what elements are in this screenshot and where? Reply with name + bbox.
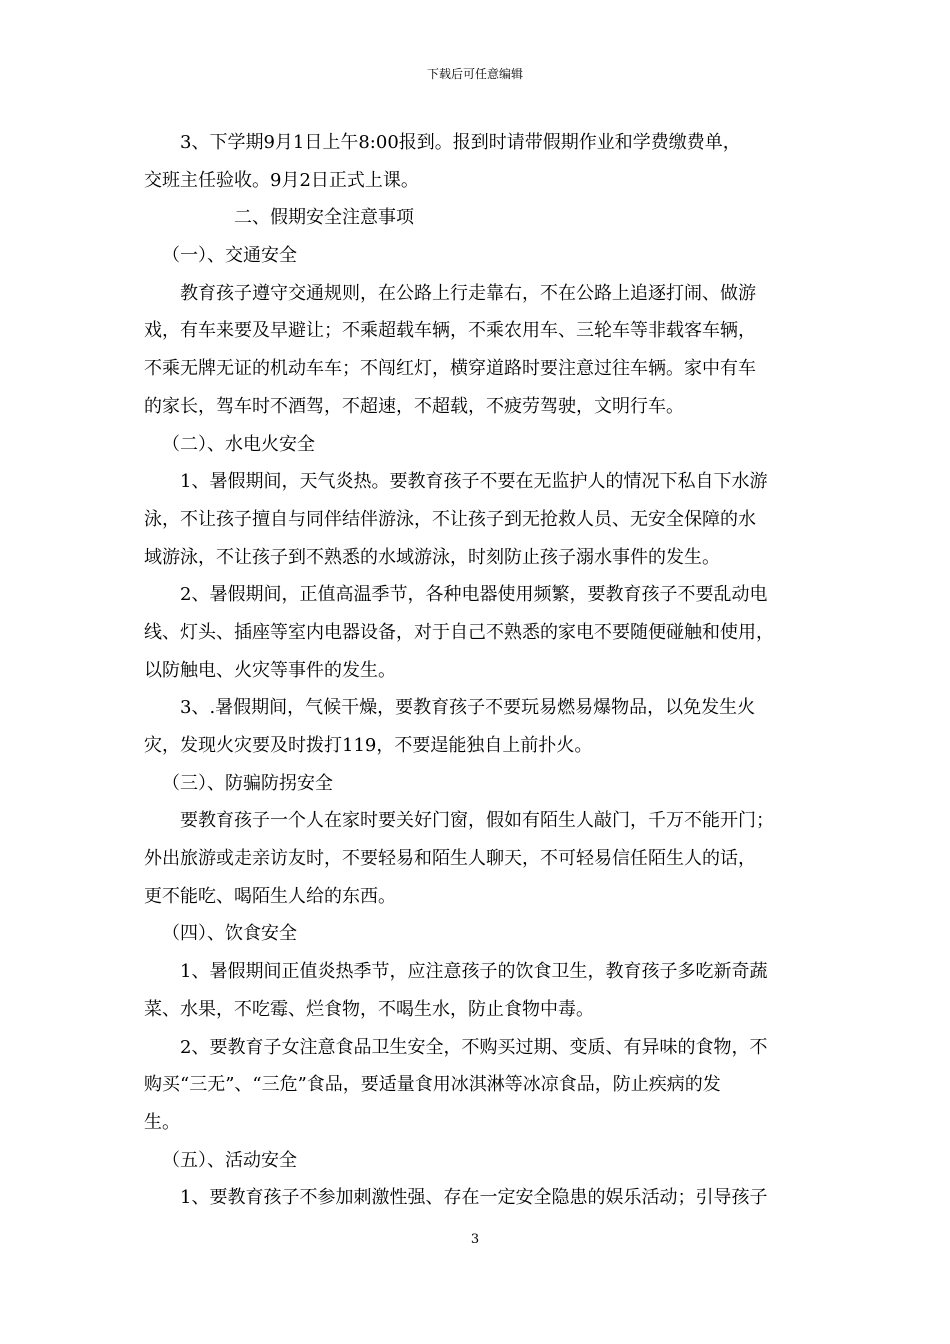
subsection-heading: （一）、交通安全 (162, 245, 297, 267)
paragraph-line: 的家长，驾车时不酒驾，不超速，不超载，不疲劳驾驶，文明行车。 (144, 395, 684, 417)
paragraph-line: 线、灯头、插座等室内电器设备，对于自己不熟悉的家电不要随便碰触和使用， (144, 621, 774, 643)
paragraph-line: 要教育孩子一个人在家时要关好门窗，假如有陌生人敲门，千万不能开门； (180, 810, 774, 832)
subsection-heading: （四）、饮食安全 (162, 923, 297, 945)
paragraph-line: 戏，有车来要及早避让；不乘超载车辆，不乘农用车、三轮车等非载客车辆， (144, 320, 756, 342)
paragraph-line: 外出旅游或走亲访友时，不要轻易和陌生人聊天，不可轻易信任陌生人的话， (144, 848, 756, 870)
paragraph-line: 不乘无牌无证的机动车车；不闯红灯，横穿道路时要注意过往车辆。家中有车 (144, 358, 756, 380)
paragraph-line: 灾，发现火灾要及时拨打119，不要逞能独自上前扑火。 (144, 735, 593, 756)
page-header: 下载后可任意编辑 (426, 67, 523, 81)
paragraph-line: 教育孩子遵守交通规则，在公路上行走靠右，不在公路上追逐打闹、做游 (180, 282, 756, 304)
paragraph-line: 3、下学期9月1日上午8:00报到。报到时请带假期作业和学费缴费单， (180, 132, 741, 153)
paragraph-line: 交班主任验收。9月2日正式上课。 (144, 169, 419, 191)
page-number: 3 (470, 1232, 480, 1247)
paragraph-line: 以防触电、火灾等事件的发生。 (144, 659, 396, 681)
paragraph-line: 菜、水果，不吃霉、烂食物，不喝生水，防止食物中毒。 (144, 998, 594, 1020)
paragraph-line: 购买“三无”、“三危”食品，要适量食用冰淇淋等冰凉食品，防止疾病的发 (144, 1074, 721, 1096)
document-body (144, 124, 824, 1217)
paragraph-line: 3、.暑假期间，气候干燥，要教育孩子不要玩易燃易爆物品，以免发生火 (180, 697, 756, 719)
paragraph-line: 1、要教育孩子不参加刺激性强、存在一定安全隐患的娱乐活动；引导孩子 (180, 1187, 768, 1209)
subsection-heading: （三）、防骗防拐安全 (162, 772, 333, 794)
paragraph-line: 域游泳，不让孩子到不熟悉的水域游泳，时刻防止孩子溺水事件的发生。 (144, 546, 720, 568)
paragraph-line: 1、暑假期间，天气炎热。要教育孩子不要在无监护人的情况下私自下水游 (180, 471, 768, 493)
paragraph-line: 泳，不让孩子擅自与同伴结伴游泳，不让孩子到无抢救人员、无安全保障的水 (144, 508, 756, 530)
paragraph-line: 1、暑假期间正值炎热季节，应注意孩子的饮食卫生，教育孩子多吃新奇蔬 (180, 961, 768, 983)
paragraph-line: 生。 (144, 1111, 180, 1133)
subsection-heading: （二）、水电火安全 (162, 433, 315, 455)
paragraph-line: 2、要教育子女注意食品卫生安全，不购买过期、变质、有异味的食物，不 (180, 1036, 768, 1058)
paragraph-line: 2、暑假期间，正值高温季节，各种电器使用频繁，要教育孩子不要乱动电 (180, 584, 768, 606)
paragraph-line: 更不能吃、喝陌生人给的东西。 (144, 885, 396, 907)
section-heading: 二、假期安全注意事项 (234, 207, 414, 229)
subsection-heading: （五）、活动安全 (162, 1149, 297, 1171)
